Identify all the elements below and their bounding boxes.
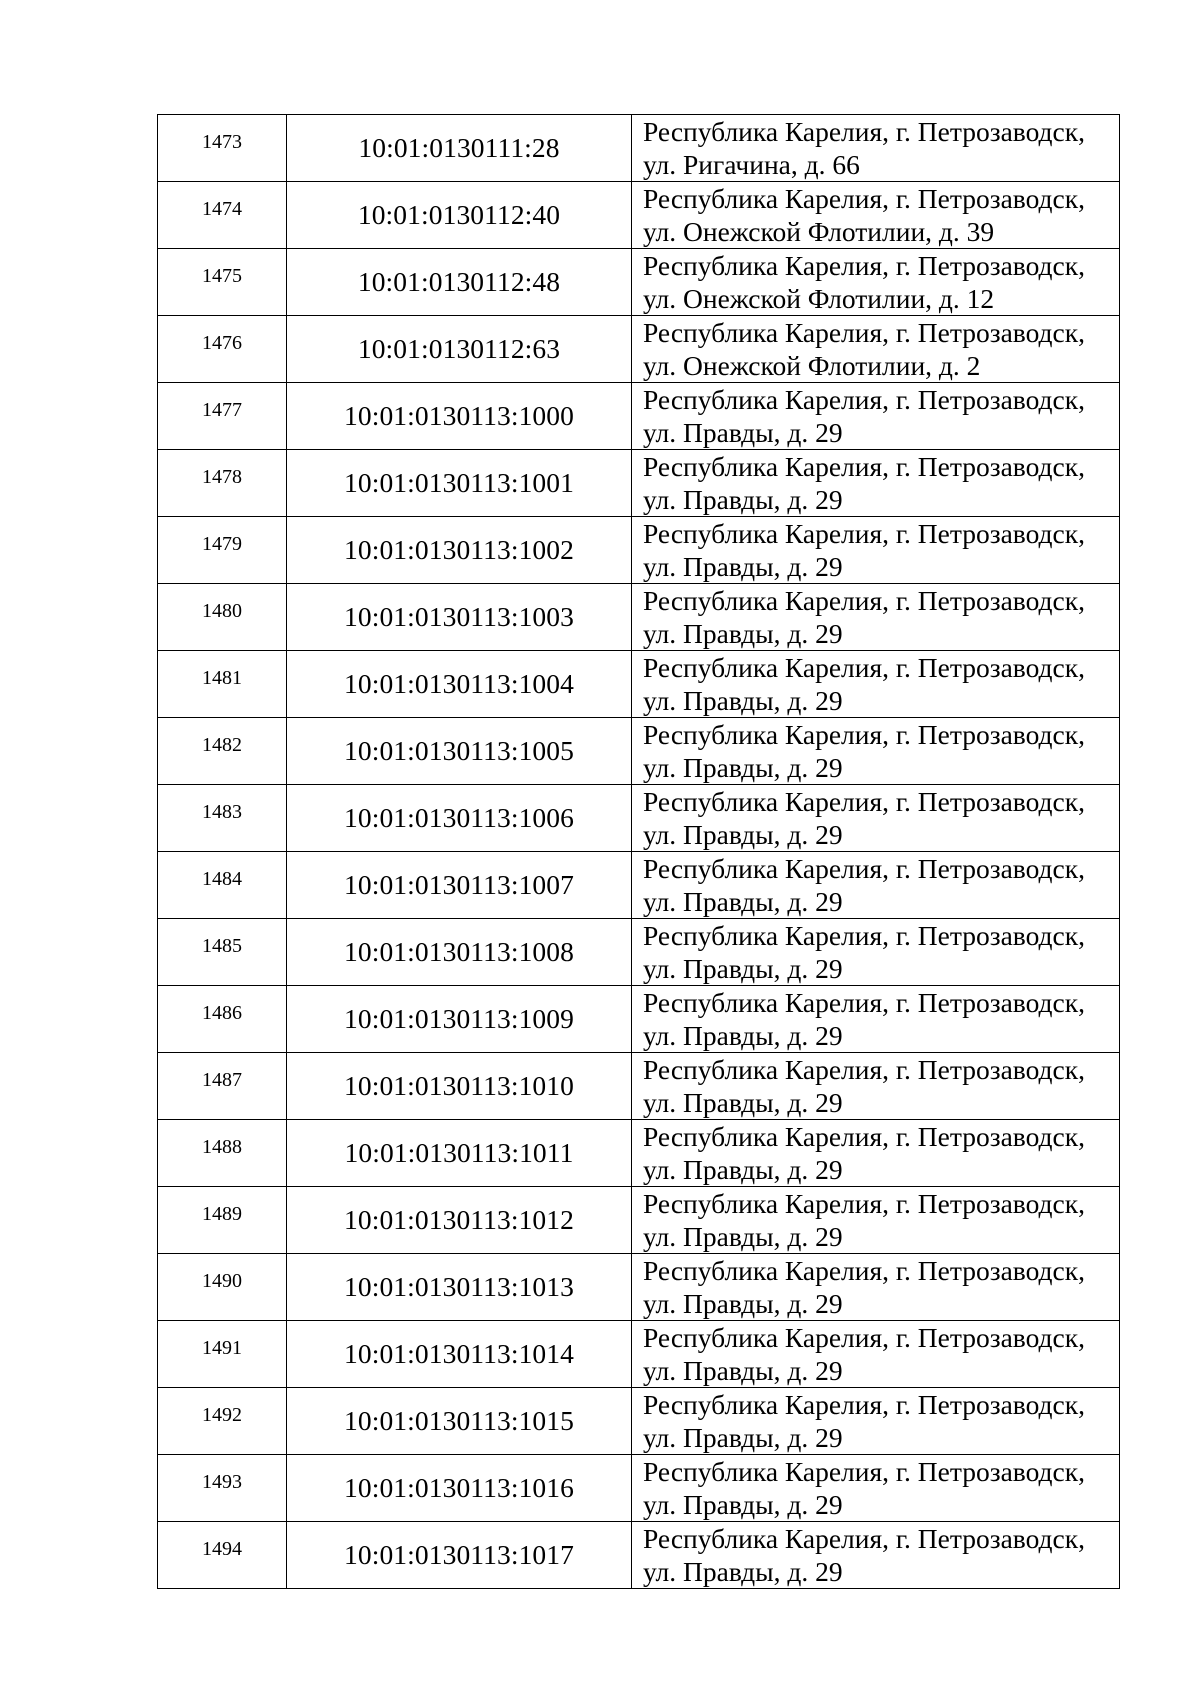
address-line-2: ул. Правды, д. 29 <box>643 684 843 716</box>
row-number: 1482 <box>158 718 287 785</box>
address-line-1: Республика Карелия, г. Петрозаводск, <box>643 652 1085 683</box>
address-cell <box>632 1321 1120 1388</box>
cadastral-number: 10:01:0130113:1007 <box>287 852 632 919</box>
address-line-2: ул. Правды, д. 29 <box>643 1019 843 1051</box>
cadastral-number: 10:01:0130113:1012 <box>287 1187 632 1254</box>
address-line-2: ул. Правды, д. 29 <box>643 483 843 515</box>
address-line-1: Республика Карелия, г. Петрозаводск, <box>643 1456 1085 1487</box>
address-line-2: ул. Правды, д. 29 <box>643 416 843 448</box>
table-row <box>158 852 1120 919</box>
cadastral-number: 10:01:0130112:48 <box>287 249 632 316</box>
address-line-1: Республика Карелия, г. Петрозаводск, <box>643 853 1085 884</box>
table-row <box>158 651 1120 718</box>
address-line-2: ул. Правды, д. 29 <box>643 550 843 582</box>
address-cell <box>632 651 1120 718</box>
address-line-2: ул. Правды, д. 29 <box>643 617 843 649</box>
row-number: 1478 <box>158 450 287 517</box>
row-number: 1476 <box>158 316 287 383</box>
cadastral-number: 10:01:0130111:28 <box>287 115 632 182</box>
address-cell <box>632 1120 1120 1187</box>
table-row <box>158 1455 1120 1522</box>
cadastral-number: 10:01:0130113:1002 <box>287 517 632 584</box>
row-number: 1473 <box>158 115 287 182</box>
cadastral-number: 10:01:0130113:1005 <box>287 718 632 785</box>
row-number: 1490 <box>158 1254 287 1321</box>
address-line-2: ул. Онежской Флотилии, д. 2 <box>643 349 981 381</box>
table-row <box>158 1120 1120 1187</box>
address-cell <box>632 1522 1120 1589</box>
cadastral-number: 10:01:0130113:1004 <box>287 651 632 718</box>
row-number: 1474 <box>158 182 287 249</box>
property-table-body <box>158 115 1120 1589</box>
cadastral-number: 10:01:0130113:1013 <box>287 1254 632 1321</box>
table-row <box>158 1187 1120 1254</box>
cadastral-number: 10:01:0130113:1010 <box>287 1053 632 1120</box>
row-number: 1481 <box>158 651 287 718</box>
property-table <box>157 114 1120 1589</box>
address-line-1: Республика Карелия, г. Петрозаводск, <box>643 1523 1085 1554</box>
cadastral-number: 10:01:0130113:1014 <box>287 1321 632 1388</box>
table-row <box>158 1321 1120 1388</box>
address-line-1: Республика Карелия, г. Петрозаводск, <box>643 585 1085 616</box>
address-cell <box>632 852 1120 919</box>
cadastral-number: 10:01:0130113:1009 <box>287 986 632 1053</box>
table-row <box>158 986 1120 1053</box>
address-cell <box>632 316 1120 383</box>
row-number: 1475 <box>158 249 287 316</box>
address-line-1: Республика Карелия, г. Петрозаводск, <box>643 786 1085 817</box>
table-row <box>158 517 1120 584</box>
table-row <box>158 450 1120 517</box>
address-cell <box>632 383 1120 450</box>
address-line-1: Республика Карелия, г. Петрозаводск, <box>643 384 1085 415</box>
row-number: 1488 <box>158 1120 287 1187</box>
cadastral-number: 10:01:0130113:1003 <box>287 584 632 651</box>
address-line-1: Республика Карелия, г. Петрозаводск, <box>643 1389 1085 1420</box>
table-row <box>158 919 1120 986</box>
address-cell <box>632 584 1120 651</box>
table-row <box>158 383 1120 450</box>
address-line-2: ул. Правды, д. 29 <box>643 751 843 783</box>
address-cell <box>632 1187 1120 1254</box>
row-number: 1486 <box>158 986 287 1053</box>
address-cell <box>632 919 1120 986</box>
address-cell <box>632 450 1120 517</box>
address-line-2: ул. Правды, д. 29 <box>643 1421 843 1453</box>
table-row <box>158 1053 1120 1120</box>
address-cell <box>632 1388 1120 1455</box>
address-line-2: ул. Правды, д. 29 <box>643 1220 843 1252</box>
row-number: 1477 <box>158 383 287 450</box>
address-line-2: ул. Онежской Флотилии, д. 39 <box>643 215 995 247</box>
table-row <box>158 316 1120 383</box>
address-line-2: ул. Онежской Флотилии, д. 12 <box>643 282 995 314</box>
address-line-1: Республика Карелия, г. Петрозаводск, <box>643 1188 1085 1219</box>
cadastral-number: 10:01:0130113:1001 <box>287 450 632 517</box>
address-line-1: Республика Карелия, г. Петрозаводск, <box>643 518 1085 549</box>
address-cell <box>632 1053 1120 1120</box>
address-cell <box>632 1455 1120 1522</box>
cadastral-number: 10:01:0130113:1016 <box>287 1455 632 1522</box>
table-row <box>158 1388 1120 1455</box>
cadastral-number: 10:01:0130113:1008 <box>287 919 632 986</box>
table-row <box>158 249 1120 316</box>
row-number: 1479 <box>158 517 287 584</box>
address-cell <box>632 986 1120 1053</box>
cadastral-number: 10:01:0130113:1006 <box>287 785 632 852</box>
table-row <box>158 785 1120 852</box>
row-number: 1487 <box>158 1053 287 1120</box>
address-line-1: Республика Карелия, г. Петрозаводск, <box>643 250 1085 281</box>
address-line-2: ул. Правды, д. 29 <box>643 1488 843 1520</box>
address-cell <box>632 249 1120 316</box>
address-cell <box>632 785 1120 852</box>
row-number: 1484 <box>158 852 287 919</box>
address-line-2: ул. Ригачина, д. 66 <box>643 148 860 180</box>
address-line-2: ул. Правды, д. 29 <box>643 1086 843 1118</box>
cadastral-number: 10:01:0130112:40 <box>287 182 632 249</box>
address-line-1: Республика Карелия, г. Петрозаводск, <box>643 116 1085 147</box>
table-row <box>158 584 1120 651</box>
address-line-1: Республика Карелия, г. Петрозаводск, <box>643 987 1085 1018</box>
address-cell <box>632 718 1120 785</box>
cadastral-number: 10:01:0130113:1017 <box>287 1522 632 1589</box>
row-number: 1494 <box>158 1522 287 1589</box>
address-cell <box>632 517 1120 584</box>
table-row <box>158 1522 1120 1589</box>
address-line-1: Республика Карелия, г. Петрозаводск, <box>643 1121 1085 1152</box>
address-line-2: ул. Правды, д. 29 <box>643 885 843 917</box>
address-line-2: ул. Правды, д. 29 <box>643 1354 843 1386</box>
address-line-1: Республика Карелия, г. Петрозаводск, <box>643 719 1085 750</box>
address-line-1: Республика Карелия, г. Петрозаводск, <box>643 183 1085 214</box>
table-row <box>158 182 1120 249</box>
row-number: 1480 <box>158 584 287 651</box>
row-number: 1485 <box>158 919 287 986</box>
address-line-1: Республика Карелия, г. Петрозаводск, <box>643 920 1085 951</box>
cadastral-number: 10:01:0130112:63 <box>287 316 632 383</box>
address-line-1: Республика Карелия, г. Петрозаводск, <box>643 451 1085 482</box>
table-row <box>158 718 1120 785</box>
address-line-1: Республика Карелия, г. Петрозаводск, <box>643 317 1085 348</box>
cadastral-number: 10:01:0130113:1011 <box>287 1120 632 1187</box>
address-line-2: ул. Правды, д. 29 <box>643 1287 843 1319</box>
address-line-1: Республика Карелия, г. Петрозаводск, <box>643 1255 1085 1286</box>
address-cell <box>632 1254 1120 1321</box>
cadastral-number: 10:01:0130113:1015 <box>287 1388 632 1455</box>
address-cell <box>632 182 1120 249</box>
address-line-1: Республика Карелия, г. Петрозаводск, <box>643 1054 1085 1085</box>
address-line-2: ул. Правды, д. 29 <box>643 818 843 850</box>
table-row <box>158 1254 1120 1321</box>
row-number: 1492 <box>158 1388 287 1455</box>
row-number: 1489 <box>158 1187 287 1254</box>
address-line-2: ул. Правды, д. 29 <box>643 1153 843 1185</box>
row-number: 1493 <box>158 1455 287 1522</box>
address-cell <box>632 115 1120 182</box>
address-line-2: ул. Правды, д. 29 <box>643 1555 843 1587</box>
table-row <box>158 115 1120 182</box>
row-number: 1483 <box>158 785 287 852</box>
row-number: 1491 <box>158 1321 287 1388</box>
address-line-2: ул. Правды, д. 29 <box>643 952 843 984</box>
address-line-1: Республика Карелия, г. Петрозаводск, <box>643 1322 1085 1353</box>
cadastral-number: 10:01:0130113:1000 <box>287 383 632 450</box>
